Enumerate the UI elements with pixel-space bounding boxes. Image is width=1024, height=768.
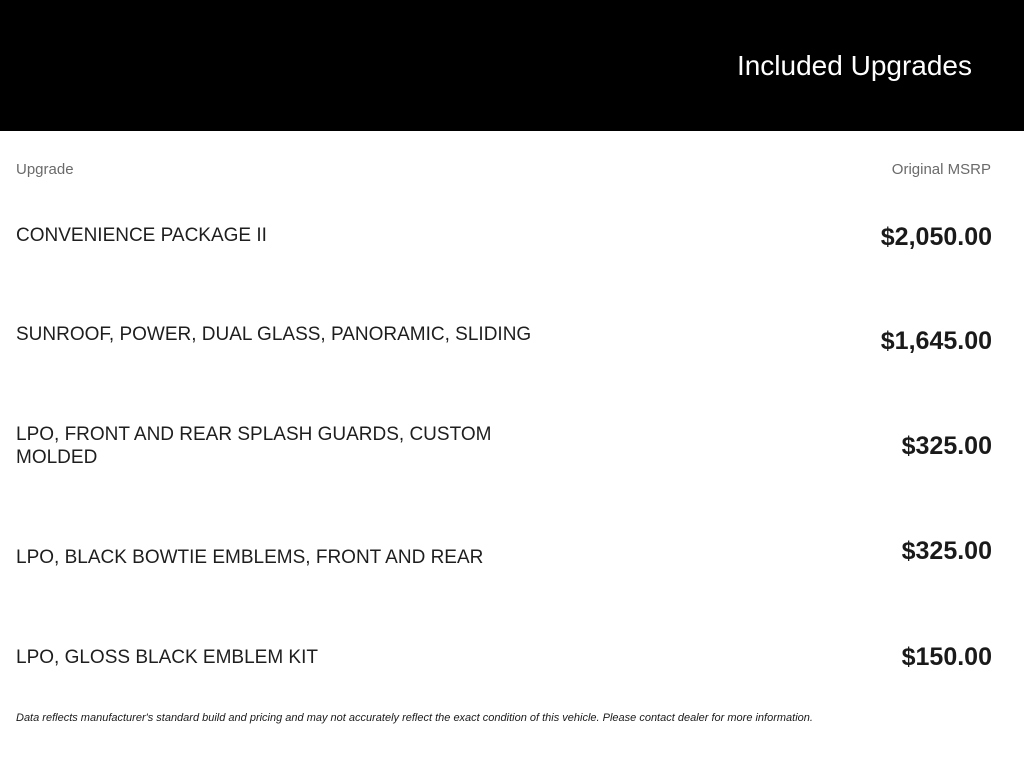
- upgrade-price: $325.00: [901, 537, 992, 565]
- header-bar: [0, 0, 1024, 131]
- upgrade-name: CONVENIENCE PACKAGE II: [16, 225, 267, 246]
- upgrade-price: $150.00: [901, 643, 992, 671]
- upgrade-name: LPO, GLOSS BLACK EMBLEM KIT: [16, 647, 318, 668]
- column-header-upgrade: Upgrade: [16, 161, 74, 178]
- disclaimer: Data reflects manufacturer's standard build and pricing and may not accurately reflect the exact condition of this vehicle. Please contact dealer for more information.: [16, 712, 813, 724]
- upgrade-name: LPO, FRONT AND REAR SPLASH GUARDS, CUSTOM MOLDED: [16, 424, 492, 468]
- column-header-msrp: Original MSRP: [891, 161, 991, 178]
- upgrade-name: LPO, BLACK BOWTIE EMBLEMS, FRONT AND REAR: [16, 547, 484, 568]
- upgrade-price: $2,050.00: [880, 223, 992, 251]
- upgrade-price: $325.00: [901, 432, 992, 460]
- page-title: Included Upgrades: [736, 50, 972, 81]
- upgrade-price: $1,645.00: [880, 327, 992, 355]
- upgrade-name: SUNROOF, POWER, DUAL GLASS, PANORAMIC, SLIDING: [16, 324, 532, 345]
